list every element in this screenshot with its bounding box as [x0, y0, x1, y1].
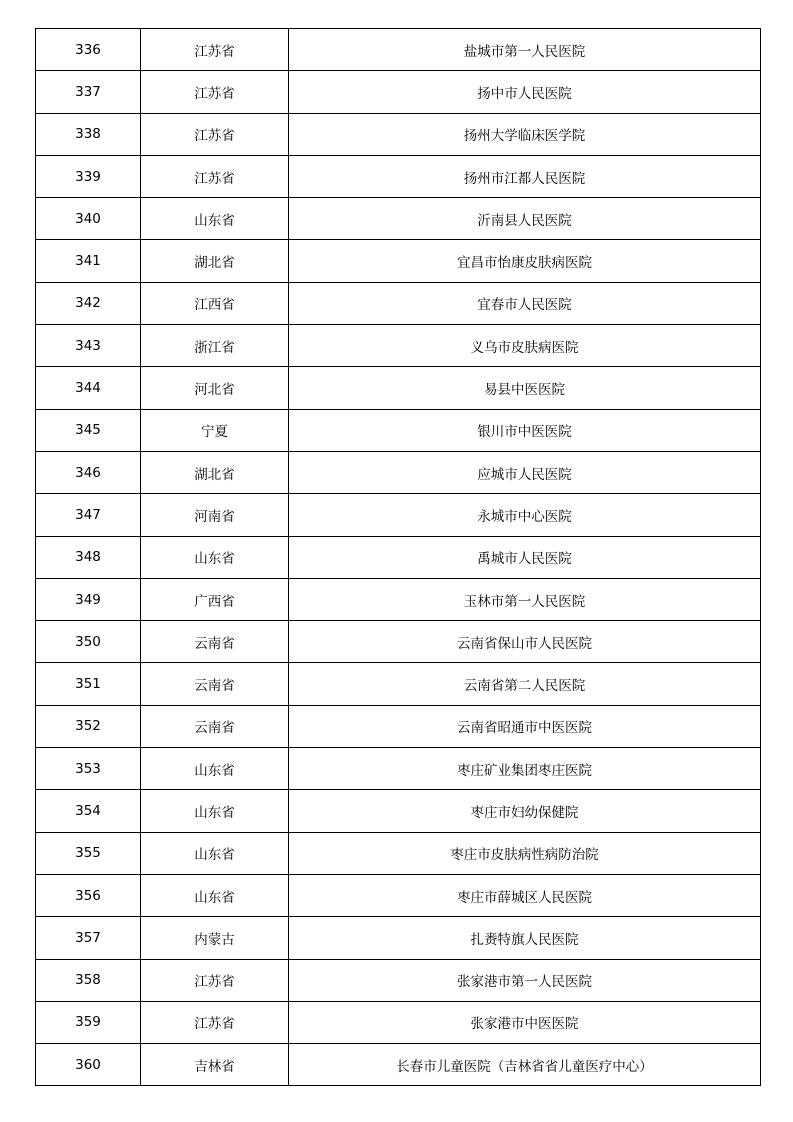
hospital-name-cell: 扬州市江都人民医院: [289, 155, 761, 197]
province-cell: 江苏省: [141, 29, 289, 71]
province-cell: 江苏省: [141, 1001, 289, 1043]
row-number-cell: 349: [36, 578, 141, 620]
province-cell: 江西省: [141, 282, 289, 324]
hospital-name-cell: 枣庄市薛城区人民医院: [289, 874, 761, 916]
hospital-name-cell: 枣庄矿业集团枣庄医院: [289, 748, 761, 790]
table-row: [36, 621, 761, 663]
table-row: [36, 240, 761, 282]
row-number-cell: 352: [36, 705, 141, 747]
province-cell: 江苏省: [141, 155, 289, 197]
table-row: [36, 1001, 761, 1043]
row-number-cell: 355: [36, 832, 141, 874]
hospital-name-cell: 扎赉特旗人民医院: [289, 917, 761, 959]
row-number-cell: 360: [36, 1044, 141, 1086]
row-number-cell: 347: [36, 494, 141, 536]
hospital-table: [35, 28, 761, 1086]
table-row: [36, 832, 761, 874]
row-number-cell: 337: [36, 71, 141, 113]
hospital-name-cell: 扬州大学临床医学院: [289, 113, 761, 155]
hospital-name-cell: 玉林市第一人民医院: [289, 578, 761, 620]
province-cell: 吉林省: [141, 1044, 289, 1086]
row-number-cell: 358: [36, 959, 141, 1001]
hospital-name-cell: 长春市儿童医院（吉林省省儿童医疗中心）: [289, 1044, 761, 1086]
province-cell: 河南省: [141, 494, 289, 536]
province-cell: 山东省: [141, 874, 289, 916]
province-cell: 山东省: [141, 536, 289, 578]
row-number-cell: 344: [36, 367, 141, 409]
hospital-name-cell: 云南省保山市人民医院: [289, 621, 761, 663]
table-row: [36, 71, 761, 113]
table-row: [36, 917, 761, 959]
row-number-cell: 343: [36, 325, 141, 367]
hospital-name-cell: 禹城市人民医院: [289, 536, 761, 578]
hospital-name-cell: 张家港市第一人民医院: [289, 959, 761, 1001]
hospital-name-cell: 云南省昭通市中医医院: [289, 705, 761, 747]
row-number-cell: 340: [36, 198, 141, 240]
province-cell: 广西省: [141, 578, 289, 620]
province-cell: 湖北省: [141, 240, 289, 282]
province-cell: 浙江省: [141, 325, 289, 367]
hospital-name-cell: 宜春市人民医院: [289, 282, 761, 324]
province-cell: 山东省: [141, 790, 289, 832]
row-number-cell: 359: [36, 1001, 141, 1043]
row-number-cell: 345: [36, 409, 141, 451]
row-number-cell: 351: [36, 663, 141, 705]
province-cell: 江苏省: [141, 959, 289, 1001]
table-row: [36, 959, 761, 1001]
table-row: [36, 536, 761, 578]
row-number-cell: 348: [36, 536, 141, 578]
hospital-name-cell: 张家港市中医医院: [289, 1001, 761, 1043]
hospital-name-cell: 扬中市人民医院: [289, 71, 761, 113]
table-row: [36, 409, 761, 451]
hospital-name-cell: 银川市中医医院: [289, 409, 761, 451]
hospital-name-cell: 云南省第二人民医院: [289, 663, 761, 705]
row-number-cell: 341: [36, 240, 141, 282]
hospital-name-cell: 永城市中心医院: [289, 494, 761, 536]
province-cell: 云南省: [141, 705, 289, 747]
table-row: [36, 29, 761, 71]
row-number-cell: 338: [36, 113, 141, 155]
province-cell: 河北省: [141, 367, 289, 409]
table-row: [36, 748, 761, 790]
province-cell: 江苏省: [141, 71, 289, 113]
hospital-name-cell: 义乌市皮肤病医院: [289, 325, 761, 367]
row-number-cell: 356: [36, 874, 141, 916]
row-number-cell: 336: [36, 29, 141, 71]
hospital-name-cell: 易县中医医院: [289, 367, 761, 409]
province-cell: 山东省: [141, 748, 289, 790]
table-row: [36, 1044, 761, 1086]
row-number-cell: 346: [36, 451, 141, 493]
table-row: [36, 282, 761, 324]
row-number-cell: 354: [36, 790, 141, 832]
province-cell: 山东省: [141, 832, 289, 874]
table-row: [36, 578, 761, 620]
province-cell: 江苏省: [141, 113, 289, 155]
row-number-cell: 353: [36, 748, 141, 790]
hospital-name-cell: 枣庄市妇幼保健院: [289, 790, 761, 832]
table-row: [36, 451, 761, 493]
hospital-name-cell: 沂南县人民医院: [289, 198, 761, 240]
table-row: [36, 705, 761, 747]
hospital-name-cell: 盐城市第一人民医院: [289, 29, 761, 71]
table-body: [36, 29, 761, 1086]
table-row: [36, 325, 761, 367]
province-cell: 湖北省: [141, 451, 289, 493]
table-row: [36, 155, 761, 197]
hospital-name-cell: 枣庄市皮肤病性病防治院: [289, 832, 761, 874]
row-number-cell: 350: [36, 621, 141, 663]
table-row: [36, 874, 761, 916]
table-row: [36, 663, 761, 705]
row-number-cell: 357: [36, 917, 141, 959]
table-row: [36, 113, 761, 155]
province-cell: 云南省: [141, 663, 289, 705]
hospital-name-cell: 应城市人民医院: [289, 451, 761, 493]
province-cell: 内蒙古: [141, 917, 289, 959]
province-cell: 山东省: [141, 198, 289, 240]
table-row: [36, 367, 761, 409]
table-row: [36, 790, 761, 832]
row-number-cell: 339: [36, 155, 141, 197]
province-cell: 云南省: [141, 621, 289, 663]
province-cell: 宁夏: [141, 409, 289, 451]
row-number-cell: 342: [36, 282, 141, 324]
table-row: [36, 494, 761, 536]
table-row: [36, 198, 761, 240]
hospital-name-cell: 宜昌市怡康皮肤病医院: [289, 240, 761, 282]
